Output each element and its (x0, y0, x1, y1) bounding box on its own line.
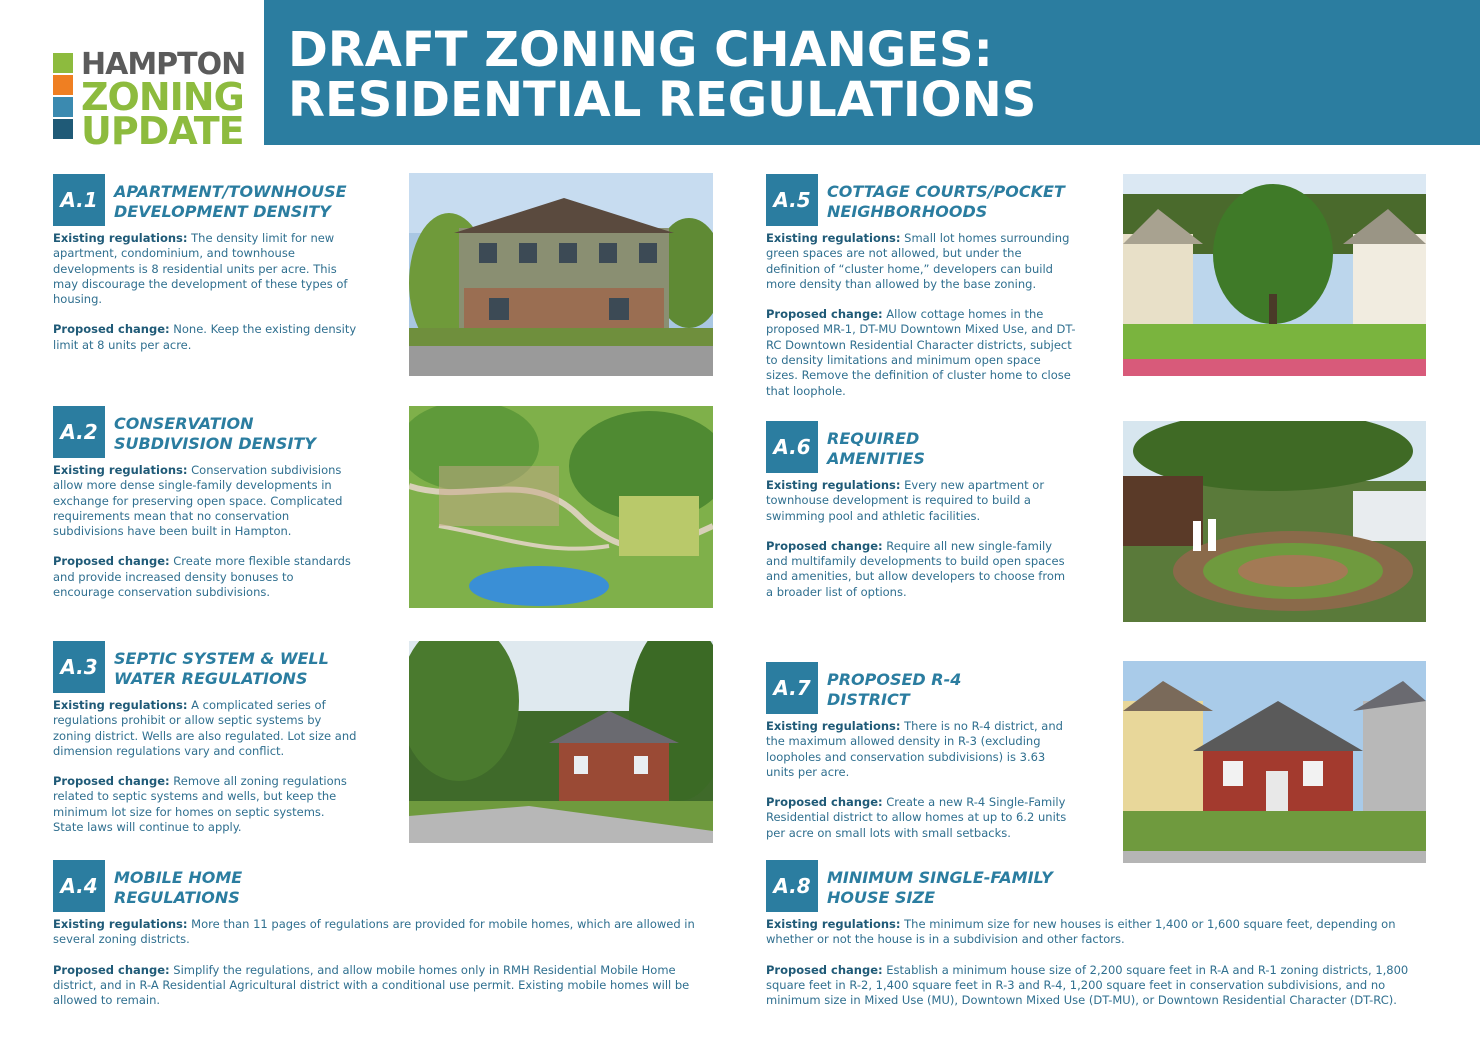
proposed-change (53, 322, 358, 353)
section-number-badge: A.8 (766, 860, 818, 912)
existing-text: Conservation subdivisions allow more dense single-family developments in exchange for preserving open space. Complicated requirements mean that no conservation subdivisions have been built in Hampton. (53, 463, 343, 539)
proposed-change (53, 774, 358, 835)
proposed-text: Remove all zoning regulations related to septic systems and wells, but keep the minimum lot size for homes on septic systems. State laws will continue to apply. (53, 774, 347, 835)
section-title-line-2: SUBDIVISION DENSITY (114, 434, 316, 453)
section-title (114, 182, 347, 222)
existing-regulations (53, 698, 358, 759)
existing-regulations (766, 231, 1076, 292)
logo-square-navy (53, 119, 73, 139)
townhouse-photo (409, 173, 713, 376)
section-title-line-2: AMENITIES (827, 449, 925, 468)
existing-label: Existing regulations: (766, 719, 901, 733)
proposed-text: Create a new R-4 Single-Family Residential district to allow homes at up to 6.2 units per acre on small lots with small setbacks. (766, 795, 1067, 840)
logo-square-green (53, 53, 73, 73)
cottage-court-photo (1123, 174, 1426, 376)
section-title (827, 670, 961, 710)
existing-text: The density limit for new apartment, condominium, and townhouse developments is 8 residential units per acre. This may discourage the development of these types of housing. (53, 231, 348, 307)
proposed-label: Proposed change: (53, 774, 170, 789)
proposed-change (766, 307, 1076, 399)
section-body (53, 463, 358, 615)
section-number-badge: A.6 (766, 421, 818, 473)
section-number-badge: A.7 (766, 662, 818, 714)
section-title-line-1: APARTMENT/TOWNHOUSE (114, 182, 347, 201)
section-title-line-2: DISTRICT (827, 690, 910, 709)
existing-label: Existing regulations: (766, 478, 901, 492)
proposed-change (766, 795, 1076, 841)
proposed-text: Require all new single-family and multifamily developments to build open spaces and amenities, but allow developers to choose from a broader list of options. (766, 538, 1066, 599)
existing-label: Existing regulations: (53, 231, 188, 245)
section-title-line-2: NEIGHBORHOODS (827, 202, 988, 221)
logo-line-3: UPDATE (81, 109, 244, 153)
section-number-badge: A.1 (53, 174, 105, 226)
section-title-line-1: MOBILE HOME (114, 868, 243, 887)
logo-square-blue (53, 97, 73, 117)
logo-line-2: ZONING (81, 75, 244, 119)
section-number-badge: A.2 (53, 406, 105, 458)
section-title (114, 414, 316, 454)
existing-text: There is no R-4 district, and the maximum allowed density in R-3 (excluding loopholes and conservation subdivisions) is 3.63 units per acre. (766, 719, 1063, 779)
proposed-text: Establish a minimum house size of 2,200 square feet in R-A and R-1 zoning districts, 1,800 square feet in R-2, 1,400 square feet in R-3 and R-4, 1,200 square feet in conservation subdivisions, and no minimum size in Mixed Use (MU), Downtown Mixed Use (DT-MU), or Downtown Residential Character (DT-RC). (766, 962, 1409, 1008)
existing-regulations (53, 231, 358, 307)
proposed-label: Proposed change: (53, 322, 170, 337)
existing-label: Existing regulations: (766, 917, 901, 931)
proposed-text: Create more flexible standards and provide increased density bonuses to encourage conservation subdivisions. (53, 554, 351, 600)
existing-text: The minimum size for new houses is either 1,400 or 1,600 square feet, depending on whether or not the house is in a subdivision and other factors. (766, 917, 1396, 947)
existing-text: Small lot homes surrounding green spaces are not allowed, but under the definition of “cluster home,” developers can build more density than allowed by the base zoning. (766, 231, 1070, 291)
section-title-line-2: REGULATIONS (114, 888, 240, 907)
section-number-badge: A.4 (53, 860, 105, 912)
section-number-badge: A.5 (766, 174, 818, 226)
section-body (53, 231, 358, 368)
proposed-label: Proposed change: (766, 307, 883, 322)
section-title-line-1: REQUIRED (827, 429, 920, 448)
existing-regulations (53, 917, 705, 948)
section-title-line-1: PROPOSED R-4 (827, 670, 962, 689)
section-title (114, 649, 329, 689)
section-title-line-2: WATER REGULATIONS (114, 669, 308, 688)
section-title (827, 868, 1053, 908)
header-banner (264, 0, 1480, 145)
existing-label: Existing regulations: (53, 463, 188, 477)
existing-text: More than 11 pages of regulations are provided for mobile homes, which are allowed in several zoning districts. (53, 917, 695, 947)
proposed-label: Proposed change: (53, 554, 170, 569)
section-body (766, 719, 1076, 856)
proposed-label: Proposed change: (53, 962, 170, 977)
existing-regulations (53, 463, 358, 539)
page-title-line-2: RESIDENTIAL REGULATIONS (288, 72, 1037, 128)
section-title (827, 182, 1065, 222)
proposed-text: None. Keep the existing density limit at 8 units per acre. (53, 322, 357, 352)
conservation-subdivision-rendering (409, 406, 713, 608)
existing-text: A complicated series of regulations prohibit or allow septic systems by zoning district. Wells are also regulated. Lot size and dimension regulations vary and conflict. (53, 698, 357, 758)
proposed-text: Allow cottage homes in the proposed MR-1, DT-MU Downtown Mixed Use, and DT-RC Downtown Residential Character districts, subject to density limitations and minimum open space sizes. Remove the definition of cluster home to close that loophole. (766, 307, 1076, 398)
existing-label: Existing regulations: (53, 698, 188, 712)
section-title (114, 868, 242, 908)
existing-regulations (766, 719, 1076, 780)
proposed-change (766, 963, 1431, 1009)
section-body (766, 478, 1071, 615)
existing-label: Existing regulations: (53, 917, 188, 931)
section-title-line-1: COTTAGE COURTS/POCKET (827, 182, 1065, 201)
existing-label: Existing regulations: (766, 231, 901, 245)
community-garden-photo (1123, 421, 1426, 622)
proposed-change (53, 554, 358, 600)
section-number-badge: A.3 (53, 641, 105, 693)
page-title-line-1: DRAFT ZONING CHANGES: (288, 22, 993, 78)
logo-line-1: HAMPTON (81, 47, 246, 82)
brick-house-photo (409, 641, 713, 843)
section-title-line-1: CONSERVATION (114, 414, 254, 433)
proposed-label: Proposed change: (766, 538, 883, 553)
logo-square-orange (53, 75, 73, 95)
section-body (53, 917, 705, 1023)
section-body (766, 231, 1076, 414)
proposed-change (766, 539, 1071, 600)
proposed-text: Simplify the regulations, and allow mobile homes only in RMH Residential Mobile Home district, and in R-A Residential Agricultural district with a conditional use permit. Existing mobile homes will be allowed to remain. (53, 962, 690, 1008)
existing-text: Every new apartment or townhouse development is required to build a swimming pool and athletic facilities. (766, 478, 1045, 523)
hampton-zoning-update-logo (53, 47, 253, 153)
existing-regulations (766, 917, 1431, 948)
section-title (827, 429, 925, 469)
section-title-line-2: DEVELOPMENT DENSITY (114, 202, 331, 221)
section-title-line-2: HOUSE SIZE (827, 888, 936, 907)
section-title-line-1: MINIMUM SINGLE-FAMILY (827, 868, 1053, 887)
proposed-change (53, 963, 705, 1009)
proposed-label: Proposed change: (766, 962, 883, 977)
section-body (766, 917, 1431, 1023)
section-title-line-1: SEPTIC SYSTEM & WELL (114, 649, 329, 668)
existing-regulations (766, 478, 1071, 524)
r4-cottage-photo (1123, 661, 1426, 863)
section-body (53, 698, 358, 850)
proposed-label: Proposed change: (766, 795, 883, 810)
